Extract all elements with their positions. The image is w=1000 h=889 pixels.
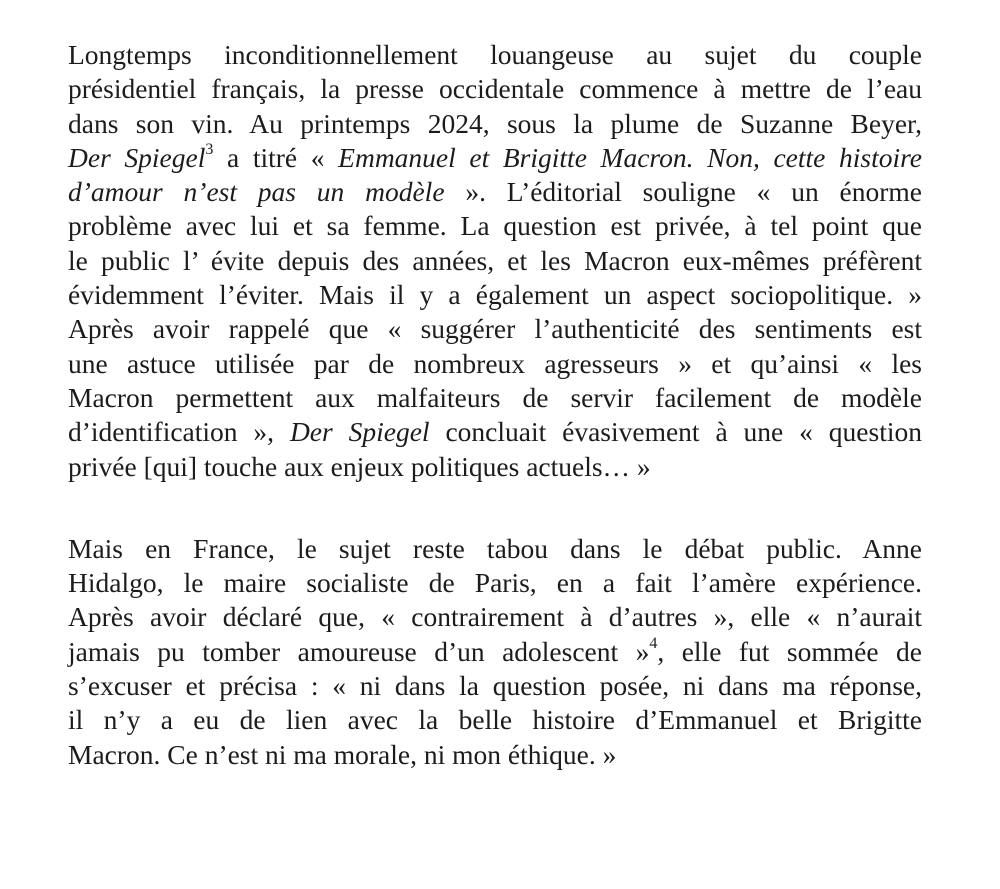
- text-fragment: a titré «: [213, 141, 339, 173]
- text-line: Macron permettent aux malfaiteurs de servir facilement de modèle: [68, 381, 922, 413]
- text-line: s’excuser et précisa : « ni dans la question posée, ni dans ma réponse,: [68, 670, 922, 702]
- text-line: privée [qui] touche aux enjeux politiques actuels… »: [68, 450, 651, 482]
- italic-article-title: Emmanuel et Brigitte Macron. Non, cette histoire: [338, 141, 922, 173]
- text-line: évidemment l’éviter. Mais il y a également un aspect sociopolitique. »: [68, 279, 922, 311]
- footnote-marker-4[interactable]: 4: [649, 634, 658, 652]
- text-line: Mais en France, le sujet reste tabou dans le débat public. Anne: [68, 532, 922, 564]
- text-fragment: , elle fut sommée de: [657, 635, 922, 667]
- text-line: une astuce utilisée par de nombreux agresseurs » et qu’ainsi « les: [68, 347, 922, 379]
- text-line: [68, 175, 922, 209]
- document-page: [68, 38, 922, 772]
- text-line: dans son vin. Au printemps 2024, sous la plume de Suzanne Beyer,: [68, 107, 922, 139]
- text-line: [68, 635, 922, 669]
- paragraph-1: [68, 38, 922, 484]
- footnote-marker-3[interactable]: 3: [205, 140, 214, 158]
- text-line: Après avoir déclaré que, « contrairement à d’autres », elle « n’aurait: [68, 601, 922, 633]
- text-line: problème avec lui et sa femme. La question est privée, à tel point que: [68, 210, 922, 242]
- italic-title-der-spiegel: Der Spiegel: [289, 416, 430, 448]
- text-fragment: concluait évasivement à une « question: [429, 416, 922, 448]
- text-line: Hidalgo, le maire socialiste de Paris, en a fait l’amère expérience.: [68, 567, 922, 599]
- text-line: Après avoir rappelé que « suggérer l’authenticité des sentiments est: [68, 313, 922, 345]
- text-line: le public l’ évite depuis des années, et les Macron eux-mêmes préfèrent: [68, 244, 922, 276]
- text-fragment: jamais pu tomber amoureuse d’un adolescent »: [68, 635, 650, 667]
- text-line: il n’y a eu de lien avec la belle histoire d’Emmanuel et Brigitte: [68, 704, 922, 736]
- text-line: présidentiel français, la presse occidentale commence à mettre de l’eau: [68, 73, 922, 105]
- text-line: [68, 415, 922, 449]
- text-line: Macron. Ce n’est ni ma morale, ni mon éthique. »: [68, 738, 617, 770]
- text-line: Longtemps inconditionnellement louangeuse au sujet du couple: [68, 39, 922, 70]
- italic-title-der-spiegel: Der Spiegel: [68, 141, 206, 173]
- paragraph-2: [68, 532, 922, 772]
- text-fragment: d’identification »,: [68, 416, 290, 448]
- text-fragment: ». L’éditorial souligne « un énorme: [444, 176, 922, 208]
- italic-article-title-end: d’amour n’est pas un modèle: [68, 176, 445, 208]
- text-line: [68, 141, 922, 175]
